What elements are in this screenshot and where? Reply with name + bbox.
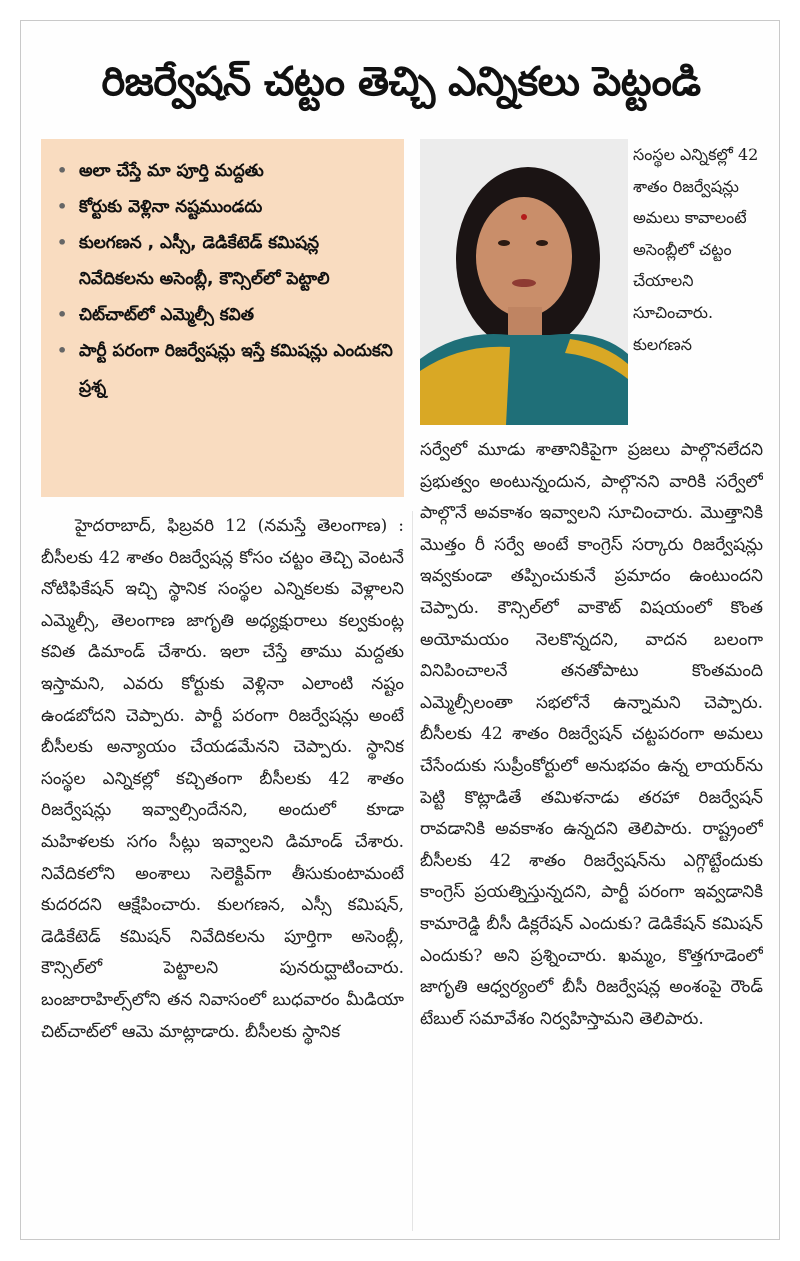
highlights-box [41,139,404,497]
highlight-item: • పార్టీ పరంగా రిజర్వేషన్లు ఇస్తే కమిషన్లు ఎందుకని ప్రశ్న [55,333,394,405]
column-divider [412,511,413,1231]
article-column-right-bottom: సర్వేలో మూడు శాతానికిపైగా ప్రజలు పాల్గొనలేదని ప్రభుత్వం అంటున్నందున, పాల్గొనని వారికి సర్వేలో పాల్గొనే అవకాశం ఇవ్వాలని సూచించారు. మొత్తానికి మొత్తం రీ సర్వే అంటే కాంగ్రెస్ సర్కారు రిజర్వేషన్లు ఇవ్వకుండా తప్పించుకునే ప్రమాదం ఉంటుందని చెప్పారు. కౌన్సిల్‌లో వాకౌట్ విషయంలో కొంత అయోమయం నెలకొన్నదని, వాదన బలంగా వినిపించాలనే తనతోపాటు కొంతమంది ఎమ్మెల్సీలంతా సభలోనే ఉన్నామని చెప్పారు. బీసీలకు 42 శాతం రిజర్వేషన్ చట్టపరంగా అమలు చేసేందుకు సుప్రీంకోర్టులో అనుభవం ఉన్న లాయర్‌ను పెట్టి కొట్లాడితే తమిళనాడు తరహా రిజర్వేషన్ రావడానికి అవకాశం ఉన్నదని తెలిపారు. రాష్ట్రంలో బీసీలకు 42 శాతం రిజర్వేషన్‌ను ఎగ్గొట్టేందుకు కాంగ్రెస్ ప్రయత్నిస్తున్నదని, పార్టీ పరంగా ఇవ్వడానికి కామారెడ్డి బీసీ డిక్లరేషన్ ఎందుకు? డెడికేషన్ కమిషన్ ఎందుకు? అని ప్రశ్నించారు. ఖమ్మం, కొత్తగూడెంలో జాగృతి ఆధ్వర్యంలో బీసీ రిజర్వేషన్ల అంశంపై రౌండ్ టేబుల్ సమావేశం నిర్వహిస్తామని తెలిపారు. [420,440,763,1029]
article-column-left: హైదరాబాద్, ఫిబ్రవరి 12 (నమస్తే తెలంగాణ) : బీసీలకు 42 శాతం రిజర్వేషన్ల కోసం చట్టం తెచ్చి వెంటనే నోటిఫికేషన్ ఇచ్చి స్థానిక సంస్థల ఎన్నికలకు వెళ్లాలని ఎమ్మెల్సీ, తెలంగాణ జాగృతి అధ్యక్షురాలు కల్వకుంట్ల కవిత డిమాండ్ చేశారు. ఇలా చేస్తే తాము మద్దతు ఇస్తామని, ఎవరు కోర్టుకు వెళ్లినా ఎలాంటి నష్టం ఉండబోదని చెప్పారు. పార్టీ పరంగా రిజర్వేషన్లు అంటే బీసీలకు అన్యాయం చేయడమేనని చెప్పారు. స్థానిక సంస్థల ఎన్నికల్లో కచ్చితంగా బీసీలకు 42 శాతం రిజర్వేషన్లు ఇవ్వాల్సిందేనని, అందులో కూడా మహిళలకు సగం సీట్లు ఇవ్వాలని డిమాండ్ చేశారు. నివేదికలోని అంశాలు సెలెక్టివ్‌గా తీసుకుంటామంటే కుదరదని ఆక్షేపించారు. కులగణన, ఎస్సీ కమిషన్, డెడికేటెడ్ కమిషన్ నివేదికలను పూర్తిగా అసెంబ్లీ, కౌన్సిల్‌లో పెట్టాలని పునరుద్ఘాటించారు. బంజారాహిల్స్‌లోని తన నివాసంలో బుధవారం మీడియా చిట్‌చాట్‌లో ఆమె మాట్లాడారు. బీసీలకు స్థానిక [41,516,404,1042]
portrait-illustration [420,139,628,425]
portrait-photo [420,139,628,425]
bullet-icon: • [57,341,68,360]
bullet-icon: • [57,197,68,216]
highlight-item: • కులగణన , ఎస్సీ, డెడికేటెడ్ కమిషన్ల నివేదికలను అసెంబ్లీ, కౌన్సిల్‌లో పెట్టాలి [55,225,394,297]
bullet-icon: • [57,305,68,324]
highlight-item: • అలా చేస్తే మా పూర్తి మద్దతు [55,153,394,189]
highlight-item: • కోర్టుకు వెళ్లినా నష్టముండదు [55,189,394,225]
bullet-icon: • [57,233,68,252]
article-column-right-top: సంస్థల ఎన్నికల్లో 42 శాతం రిజర్వేషన్లు అమలు కావాలంటే అసెంబ్లీలో చట్టం చేయాలని సూచించారు. కులగణన [633,145,759,354]
headline: రిజర్వేషన్ చట్టం తెచ్చి ఎన్నికలు పెట్టండి [101,59,701,105]
newspaper-clipping [20,20,780,1240]
highlight-item: • చిట్‌చాట్‌లో ఎమ్మెల్సీ కవిత [55,297,394,333]
bullet-icon: • [57,161,68,180]
